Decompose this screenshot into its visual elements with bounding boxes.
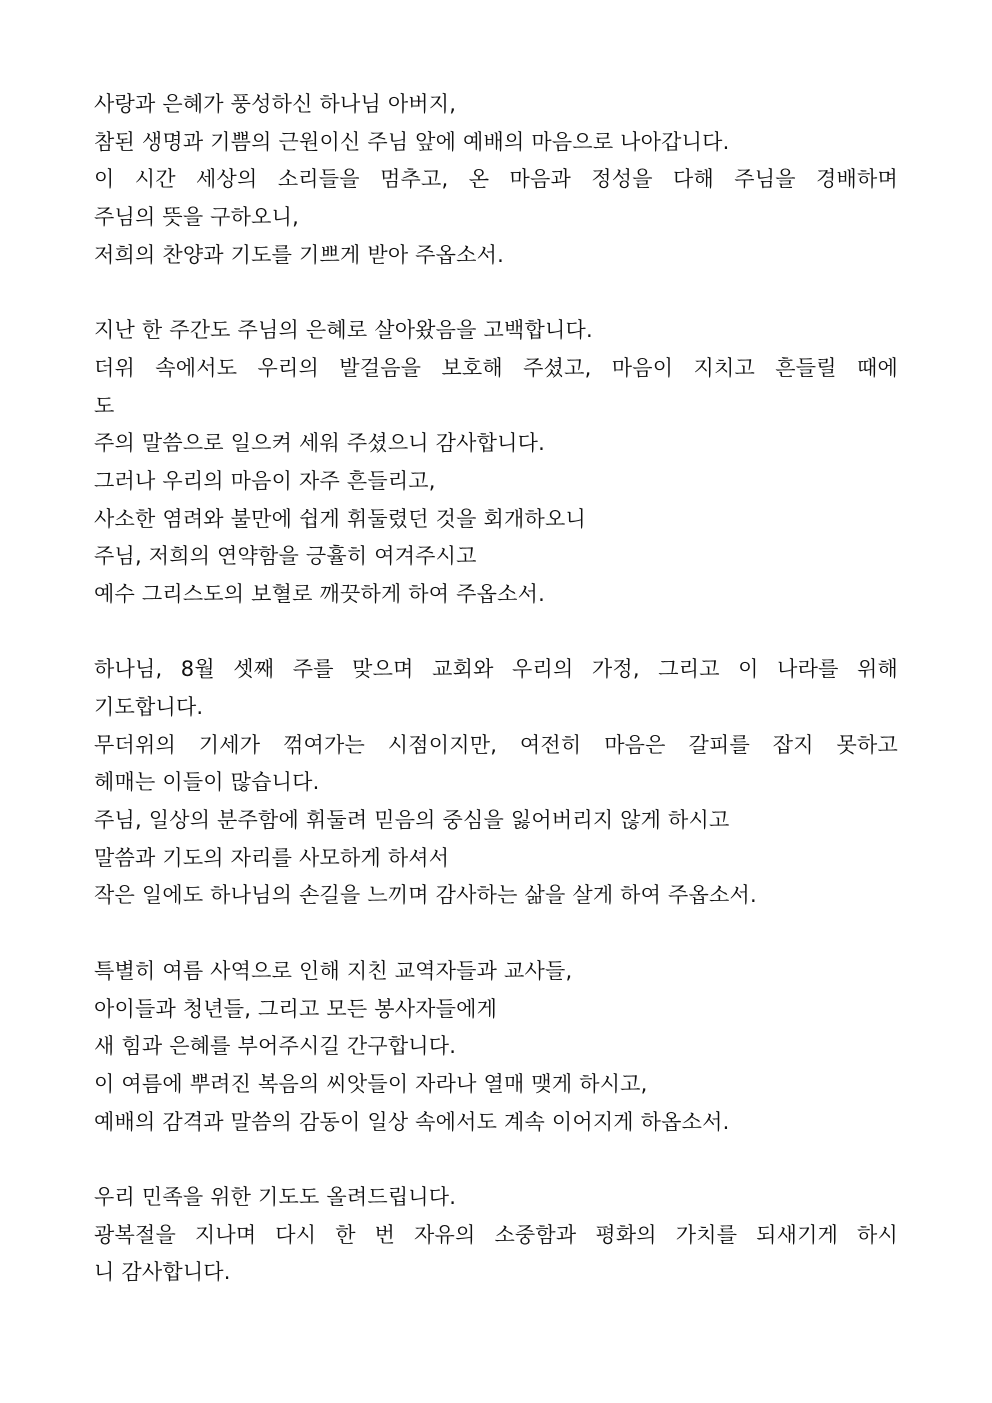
text-line: 헤매는 이들이 많습니다.: [94, 770, 320, 795]
text-line: 특별히 여름 사역으로 인해 지친 교역자들과 교사들,: [94, 958, 573, 983]
text-line: 말씀과 기도의 자리를 사모하게 하셔서: [94, 845, 450, 870]
text-line: 아이들과 청년들, 그리고 모든 봉사자들에게: [94, 996, 498, 1021]
text-line: 주님의 뜻을 구하오니,: [94, 205, 299, 230]
text-line: 도: [94, 393, 115, 418]
text-line: 사랑과 은혜가 풍성하신 하나님 아버지,: [94, 92, 457, 116]
text-line: 더위 속에서도 우리의 발걸음을 보호해 주셨고, 마음이 지치고 흔들릴 때에: [94, 355, 898, 380]
blank-line: [94, 274, 898, 312]
text-line: 예배의 감격과 말씀의 감동이 일상 속에서도 계속 이어지게 하옵소서.: [94, 1109, 730, 1134]
blank-line: [94, 915, 898, 953]
text-line: 기도합니다.: [94, 695, 204, 719]
text-line: 광복절을 지나며 다시 한 번 자유의 소중함과 평화의 가치를 되새기게 하시: [94, 1222, 898, 1247]
prayer-text: [94, 86, 898, 1292]
text-line: 참된 생명과 기쁨의 근원이신 주님 앞에 예배의 마음으로 나아갑니다.: [94, 129, 730, 154]
blank-line: [94, 614, 898, 652]
text-line: 지난 한 주간도 주님의 은혜로 살아왔음을 고백합니다.: [94, 318, 593, 343]
text-line: 무더위의 기세가 꺾여가는 시점이지만, 여전히 마음은 갈피를 잡지 못하고: [94, 732, 898, 757]
text-line: 하나님, 8월 셋째 주를 맞으며 교회와 우리의 가정, 그리고 이 나라를 위해: [94, 657, 898, 682]
text-line: 주님, 저희의 연약함을 긍휼히 여겨주시고: [94, 544, 477, 569]
text-line: 이 시간 세상의 소리들을 멈추고, 온 마음과 정성을 다해 주님을 경배하며: [94, 167, 898, 192]
text-line: 이 여름에 뿌려진 복음의 씨앗들이 자라나 열매 맺게 하시고,: [94, 1071, 648, 1096]
text-line: 예수 그리스도의 보혈로 깨끗하게 하여 주옵소서.: [94, 581, 545, 606]
text-line: 사소한 염려와 불만에 쉽게 휘둘렸던 것을 회개하오니: [94, 506, 586, 531]
blank-line: [94, 1141, 898, 1179]
text-line: 주님, 일상의 분주함에 휘둘려 믿음의 중심을 잃어버리지 않게 하시고: [94, 808, 730, 833]
text-line: 니 감사합니다.: [94, 1260, 231, 1285]
text-line: 작은 일에도 하나님의 손길을 느끼며 감사하는 삶을 살게 하여 주옵소서.: [94, 883, 757, 908]
text-line: 저희의 찬양과 기도를 기쁘게 받아 주옵소서.: [94, 242, 504, 267]
text-line: 우리 민족을 위한 기도도 올려드립니다.: [94, 1184, 457, 1209]
text-line: 주의 말씀으로 일으켜 세워 주셨으니 감사합니다.: [94, 431, 545, 456]
text-line: 새 힘과 은혜를 부어주시길 간구합니다.: [94, 1034, 457, 1059]
text-line: 그러나 우리의 마음이 자주 흔들리고,: [94, 468, 436, 493]
